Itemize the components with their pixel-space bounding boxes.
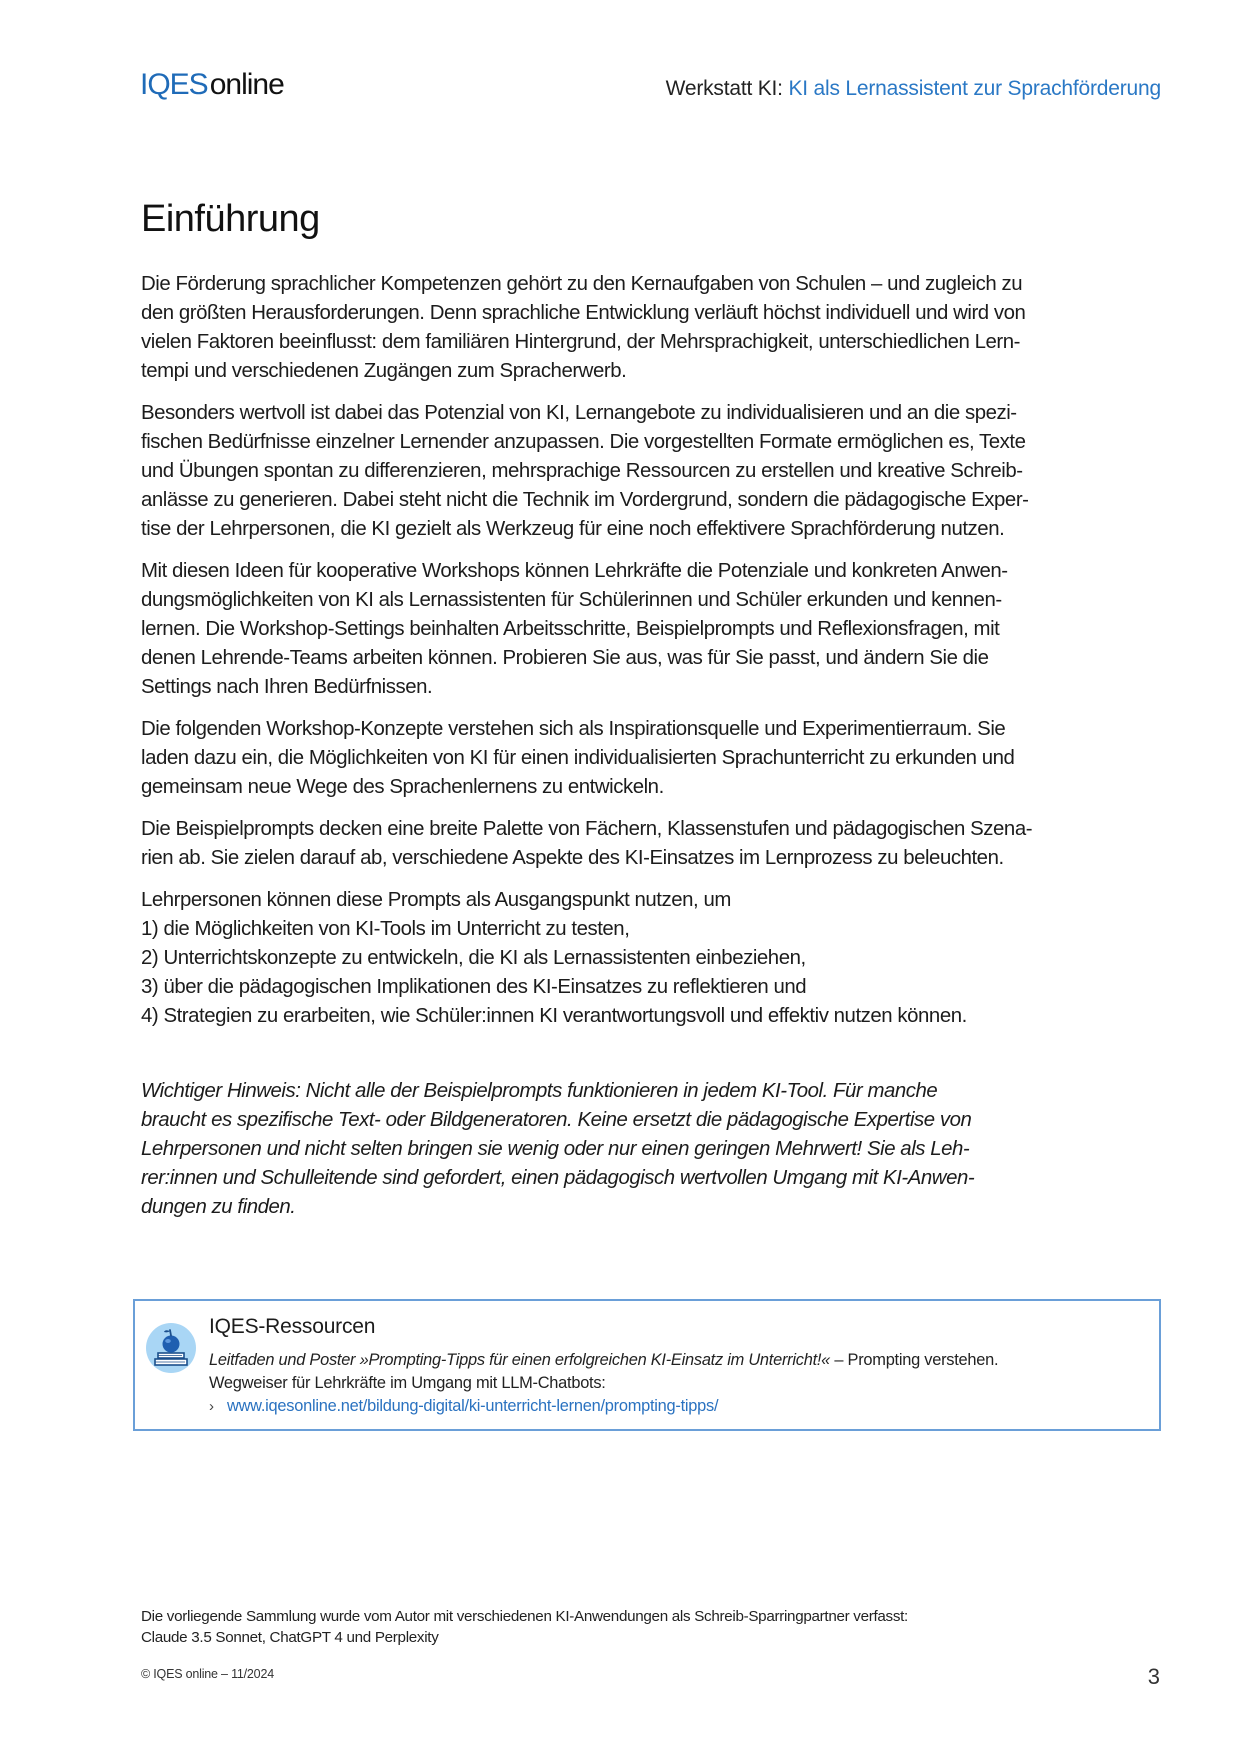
text-line: tempi und verschiedenen Zugängen zum Spracherwerb. [141,360,627,382]
resource-guide-title: Leitfaden und Poster »Prompting-Tipps für einen erfolgreichen KI-Einsatz im Unterricht!« [209,1351,831,1369]
text-line: Die Förderung sprachlicher Kompetenzen gehört zu den Kernaufgaben von Schulen – und zugleich zu [141,273,1023,295]
text-line: dungsmöglichkeiten von KI als Lernassistenten für Schülerinnen und Schüler erkunden und kennen- [141,589,1002,611]
text-line: Die folgenden Workshop-Konzepte verstehen sich als Inspirationsquelle und Experimentierraum. Sie [141,718,1006,740]
text-line: anlässe zu generieren. Dabei steht nicht die Technik im Vordergrund, sondern die pädagogische Exper- [141,489,1029,511]
text-line: und Übungen spontan zu differenzieren, mehrsprachige Ressourcen zu erstellen und kreative Schreib- [141,460,1023,482]
list-item: 2) Unterrichtskonzepte zu entwickeln, die KI als Lernassistenten einbeziehen, [141,947,806,969]
resource-guide-line2: Wegweiser für Lehrkräfte im Umgang mit LLM-Chatbots: [209,1374,606,1392]
text-line: Besonders wertvoll ist dabei das Potenzial von KI, Lernangebote zu individualisieren und an die spezi- [141,402,1017,424]
logo-iqes: IQES [140,68,208,101]
important-note [141,1077,1161,1222]
text-line: den größten Herausforderungen. Denn sprachliche Entwicklung verläuft höchst individuell und wird von [141,302,1026,324]
body-text [141,270,1161,1031]
text-line: Settings nach Ihren Bedürfnissen. [141,676,433,698]
list-intro: Lehrpersonen können diese Prompts als Ausgangspunkt nutzen, um [141,889,731,911]
page-number: 3 [1147,1664,1160,1689]
text-line: rien ab. Sie zielen darauf ab, verschiedene Aspekte des KI-Einsatzes im Lernprozess zu beleuchten. [141,847,1004,869]
copyright: © IQES online – 11/2024 [141,1667,274,1681]
text-line: lernen. Die Workshop-Settings beinhalten Arbeitsschritte, Beispielprompts und Reflexionsfragen, mit [141,618,1000,640]
text-line: gemeinsam neue Wege des Sprachenlernens zu entwickeln. [141,776,664,798]
note-line: braucht es spezifische Text- oder Bildgeneratoren. Keine ersetzt die pädagogische Expertise von [141,1109,972,1131]
note-line: Wichtiger Hinweis: Nicht alle der Beispielprompts funktionieren in jedem KI-Tool. Für manche [141,1080,938,1102]
author-note-line: Die vorliegende Sammlung wurde vom Autor mit verschiedenen KI-Anwendungen als Schreib-Sparringpartner verfasst: [141,1608,908,1625]
list-item: 1) die Möglichkeiten von KI-Tools im Unterricht zu testen, [141,918,630,940]
text-line: tise der Lehrpersonen, die KI gezielt als Werkzeug für eine noch effektivere Sprachförderung nutzen. [141,518,1005,540]
list-item: 3) über die pädagogischen Implikationen des KI-Einsatzes zu reflektieren und [141,976,807,998]
list-item: 4) Strategien zu erarbeiten, wie Schüler:innen KI verantwortungsvoll und effektiv nutzen können. [141,1005,967,1027]
apple-on-books-icon [145,1321,197,1373]
resource-link-row [209,1395,718,1418]
running-head-prefix: Werkstatt KI: [665,77,783,100]
text-line: Mit diesen Ideen für kooperative Workshops können Lehrkräfte die Potenziale und konkreten Anwen- [141,560,1008,582]
text-line: fischen Bedürfnisse einzelner Lernender anzupassen. Die vorgestellten Formate ermöglichen es, Texte [141,431,1026,453]
paragraph-2 [141,399,1161,544]
text-line: denen Lehrende-Teams arbeiten können. Probieren Sie aus, was für Sie passt, und ändern Sie die [141,647,989,669]
resources-description [209,1349,998,1395]
author-note-line: Claude 3.5 Sonnet, ChatGPT 4 und Perplexity [141,1629,439,1646]
iqes-online-logo [140,70,284,100]
numbered-list [141,886,1161,1031]
author-note [141,1606,908,1648]
running-head [666,78,1161,99]
resources-title: IQES-Ressourcen [209,1315,376,1338]
text-line: laden dazu ein, die Möglichkeiten von KI für einen individualisierten Sprachunterricht zu erkunden und [141,747,1015,769]
iqes-resources-box [133,1299,1161,1431]
logo-online: online [209,68,284,101]
text-line: vielen Faktoren beeinflusst: dem familiären Hintergrund, der Mehrsprachigkeit, unterschiedlichen Lern- [141,331,1020,353]
prompting-tipps-link[interactable]: www.iqesonline.net/bildung-digital/ki-unterricht-lernen/prompting-tipps/ [227,1397,719,1415]
paragraph-1 [141,270,1161,386]
resource-guide-subtitle: – Prompting verstehen. [830,1351,999,1369]
paragraph-4 [141,715,1161,802]
text-line: Die Beispielprompts decken eine breite Palette von Fächern, Klassenstufen und pädagogischen Szena- [141,818,1033,840]
running-head-title: KI als Lernassistent zur Sprachförderung [788,77,1161,100]
note-line: Lehrpersonen und nicht selten bringen sie wenig oder nur einen geringen Mehrwert! Sie als Leh- [141,1138,970,1160]
chevron-right-icon: › [209,1398,214,1415]
paragraph-5 [141,815,1161,873]
page-title: Einführung [141,198,320,240]
paragraph-3 [141,557,1161,702]
note-line: dungen zu finden. [141,1196,296,1218]
note-line: rer:innen und Schulleitende sind gefordert, einen pädagogisch wertvollen Umgang mit KI-Anwen- [141,1167,975,1189]
